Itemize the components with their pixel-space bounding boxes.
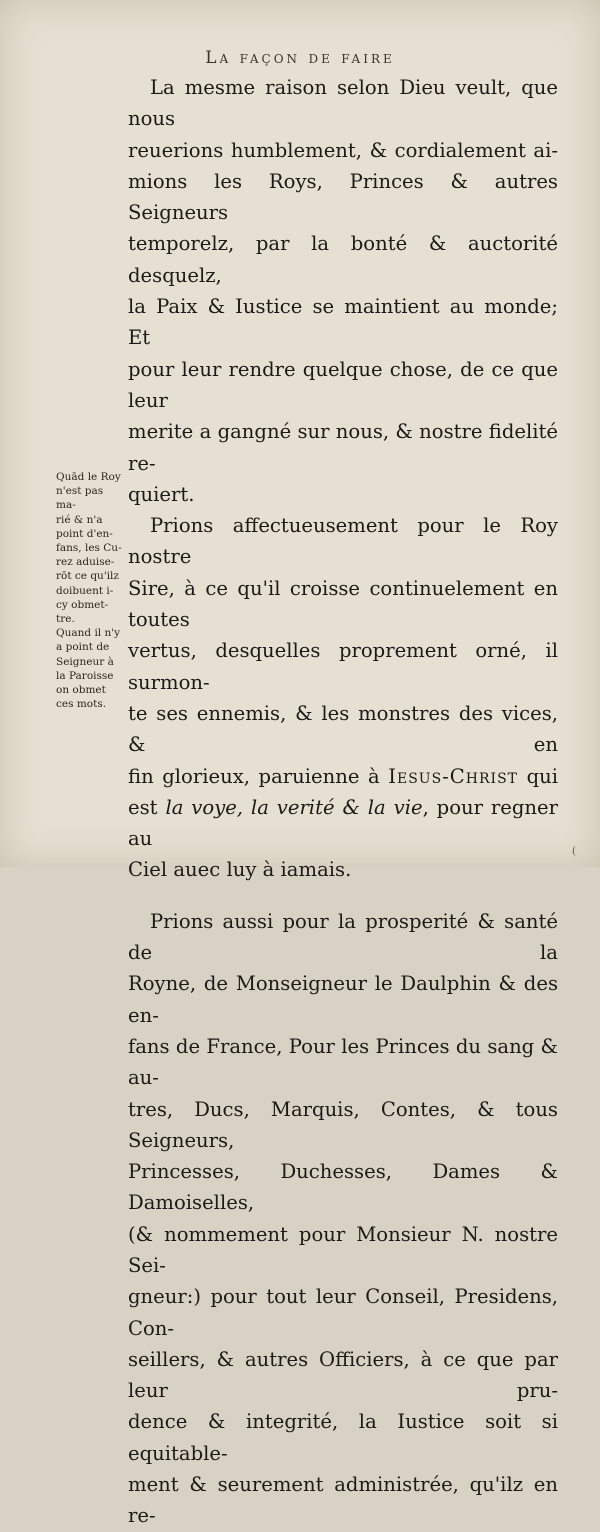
margin-line: la Paroisse bbox=[56, 669, 114, 682]
text-line: Ciel auec luy à iamais. bbox=[128, 858, 352, 882]
text-segment: , pour regner au bbox=[128, 795, 558, 851]
margin-line: n'est pas ma- bbox=[56, 485, 104, 512]
text-line bbox=[128, 792, 558, 855]
text-line: vertus, desquelles proprement orné, il surmon- bbox=[128, 639, 558, 694]
margin-line: fans, les Cu- bbox=[56, 542, 122, 555]
main-text-block bbox=[128, 72, 558, 1532]
text-line: tres, Ducs, Marquis, Contes, & tous Seigneurs, bbox=[128, 1097, 558, 1152]
text-segment: fin glorieux, paruienne à bbox=[128, 764, 380, 788]
margin-line: on obmet bbox=[56, 684, 106, 697]
text-line: ment & seurement administrée, qu'ilz en re- bbox=[128, 1473, 558, 1528]
paragraph-1 bbox=[128, 72, 558, 510]
margin-line: rez aduise- bbox=[56, 556, 115, 569]
margin-line: cy obmet- bbox=[56, 598, 109, 611]
margin-line: Quād le Roy bbox=[56, 471, 121, 483]
paragraph-3 bbox=[128, 906, 558, 1532]
italic-phrase: la voye, la verité & la vie bbox=[165, 795, 423, 819]
text-line bbox=[128, 761, 558, 792]
text-line: Sire, à ce qu'il croisse continuelement en toutes bbox=[128, 576, 558, 632]
margin-line: tre. bbox=[56, 613, 75, 626]
text-line: Prions aussi pour la prosperité & santé de la bbox=[128, 909, 558, 965]
text-line: La mesme raison selon Dieu veult, que nous bbox=[128, 76, 558, 131]
text-line: merite a gangné sur nous, & nostre fidelité re- bbox=[128, 420, 558, 475]
margin-line: ces mots. bbox=[56, 698, 107, 711]
margin-line: a point de bbox=[56, 641, 110, 654]
margin-line: Quand il n'y bbox=[56, 627, 121, 640]
text-line: la Paix & Iustice se maintient au monde; Et bbox=[128, 295, 558, 350]
text-line: te ses ennemis, & les monstres des vices, & en bbox=[128, 701, 558, 757]
name-jesus-christ: Iesus-Christ bbox=[388, 764, 518, 788]
margin-line: doibuent i- bbox=[56, 584, 114, 597]
text-line: Princesses, Duchesses, Dames & Damoiselles, bbox=[128, 1160, 558, 1215]
text-line: quiert. bbox=[128, 482, 195, 506]
text-line: gneur:) pour tout leur Conseil, Presidens, Con- bbox=[128, 1285, 558, 1340]
running-head: La façon de faire bbox=[205, 48, 395, 68]
text-line: pour leur rendre quelque chose, de ce que leur bbox=[128, 357, 558, 412]
text-line: fans de France, Pour les Princes du sang & au- bbox=[128, 1034, 558, 1090]
marginal-note bbox=[56, 470, 126, 711]
text-line: seillers, & autres Officiers, à ce que par leur pru- bbox=[128, 1347, 558, 1403]
margin-line: rōt ce qu'ilz bbox=[56, 570, 119, 583]
text-segment: qui bbox=[526, 764, 558, 788]
text-segment: est bbox=[128, 795, 158, 819]
text-line: dence & integrité, la Iustice soit si equitable- bbox=[128, 1410, 558, 1465]
text-line: Prions affectueusement pour le Roy nostre bbox=[128, 514, 558, 569]
text-line: mions les Roys, Princes & autres Seigneurs bbox=[128, 169, 558, 225]
text-line: reuerions humblement, & cordialement ai- bbox=[128, 138, 558, 162]
text-line: Royne, de Monseigneur le Daulphin & des en- bbox=[128, 972, 558, 1027]
paragraph-2 bbox=[128, 510, 558, 886]
paragraph-gap bbox=[128, 886, 558, 906]
margin-line: point d'en- bbox=[56, 527, 113, 540]
margin-line: Seigneur à bbox=[56, 655, 114, 668]
page-mark: ( bbox=[572, 846, 576, 857]
text-line: temporelz, par la bonté & auctorité desquelz, bbox=[128, 232, 558, 287]
text-line: (& nommement pour Monsieur N. nostre Sei- bbox=[128, 1222, 558, 1277]
margin-line: rié & n'a bbox=[56, 513, 103, 526]
